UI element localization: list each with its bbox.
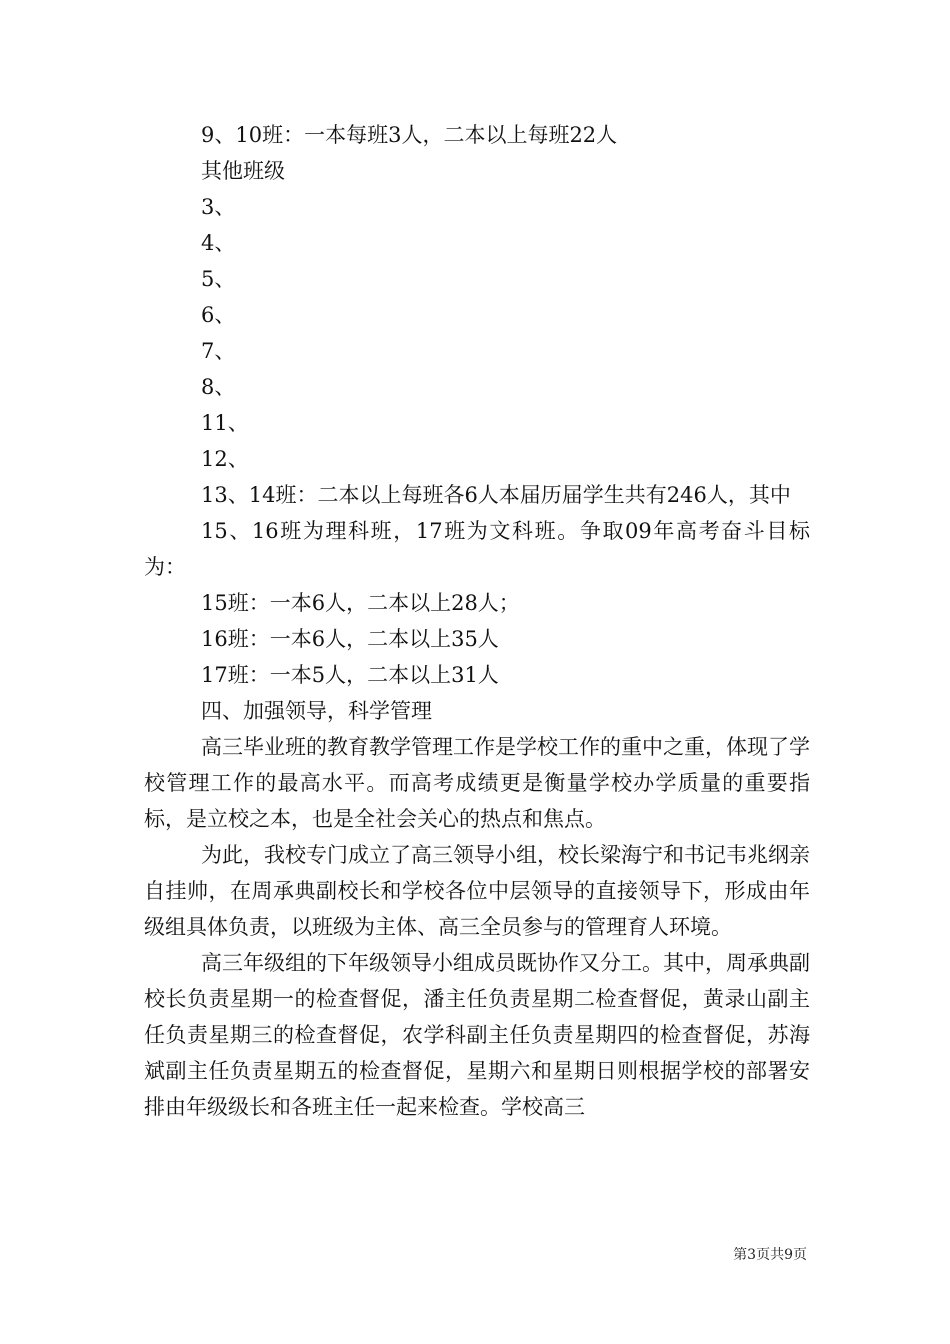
list-item: 11、 bbox=[201, 411, 249, 435]
class-9-10-target: 9、10班：一本每班3人，二本以上每班22人 bbox=[201, 123, 618, 147]
page-number: 第3页共9页 bbox=[733, 1247, 807, 1263]
body-paragraph-2: 为此，我校专门成立了高三领导小组，校长梁海宁和书记韦兆纲亲自挂帅，在周承典副校长和学校各位中层领导的直接领导下，形成由年级组具体负责，以班级为主体、高三全员参与的管理育人环境。 bbox=[144, 843, 810, 939]
list-item: 7、 bbox=[201, 339, 236, 363]
list-item: 3、 bbox=[201, 195, 236, 219]
list-item: 12、 bbox=[201, 447, 249, 471]
list-item: 6、 bbox=[201, 303, 236, 327]
class-13-14-paragraph: 13、14班：二本以上每班各6人本届历届学生共有246人，其中 bbox=[201, 483, 791, 507]
other-classes-label: 其他班级 bbox=[201, 159, 285, 183]
section-heading: 四、加强领导，科学管理 bbox=[201, 699, 432, 723]
target-class-16: 16班：一本6人，二本以上35人 bbox=[201, 627, 499, 651]
target-class-15: 15班：一本6人，二本以上28人； bbox=[201, 591, 520, 615]
body-paragraph-1: 高三毕业班的教育教学管理工作是学校工作的重中之重，体现了学校管理工作的最高水平。而高考成绩更是衡量学校办学质量的重要指标，是立校之本，也是全社会关心的热点和焦点。 bbox=[144, 735, 810, 831]
list-item: 5、 bbox=[201, 267, 236, 291]
list-item: 8、 bbox=[201, 375, 236, 399]
body-paragraph-3: 高三年级组的下年级领导小组成员既协作又分工。其中，周承典副校长负责星期一的检查督促，潘主任负责星期二检查督促，黄录山副主任负责星期三的检查督促，农学科副主任负责星期四的检查督促，苏海斌副主任负责星期五的检查督促，星期六和星期日则根据学校的部署安排由年级级长和各班主任一起来检查。学校高三 bbox=[144, 951, 810, 1119]
class-15-16-paragraph: 15、16班为理科班，17班为文科班。争取09年高考奋斗目标为： bbox=[144, 519, 810, 579]
list-item: 4、 bbox=[201, 231, 236, 255]
target-class-17: 17班：一本5人，二本以上31人 bbox=[201, 663, 499, 687]
document-body bbox=[144, 117, 810, 1125]
